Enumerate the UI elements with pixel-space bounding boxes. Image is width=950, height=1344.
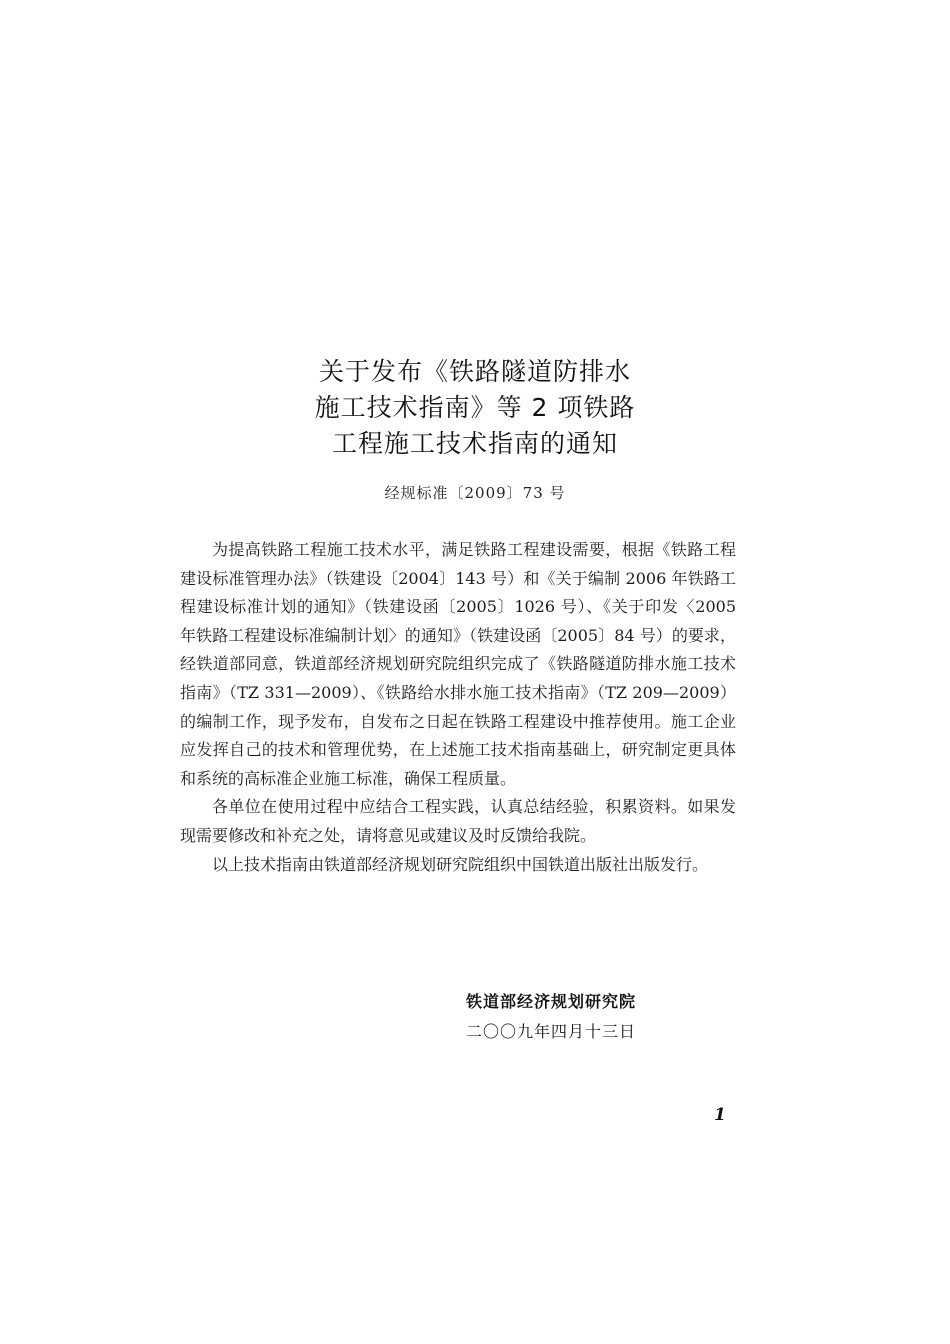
notice-body — [180, 536, 736, 879]
title-line-1: 关于发布《铁路隧道防排水 — [318, 357, 631, 386]
body-paragraph-3: 以上技术指南由铁道部经济规划研究院组织中国铁道出版社出版发行。 — [212, 854, 709, 874]
body-paragraph-2: 各单位在使用过程中应结合工程实践，认真总结经验，积累资料。如果发现需要修改和补充之处，请将意见或建议及时反馈给我院。 — [180, 797, 736, 845]
body-paragraph-1: 为提高铁路工程施工技术水平，满足铁路工程建设需要，根据《铁路工程建设标准管理办法》（铁建设〔2004〕143 号）和《关于编制 2006 年铁路工程建设标准计划的通知》（铁建设函〔2005〕1026 号）、《关于印发〈2005 年铁路工程建设标准编制计划〉的通知》（铁建设函〔2005〕84 号）的要求，经铁道部同意，铁道部经济规划研究院组织完成了《铁路隧道防排水施工技术指南》（TZ 331—2009）、《铁路给水排水施工技术指南》（TZ 209—2009）的编制工作，现予发布，自发布之日起在铁路工程建设中推荐使用。施工企业应发挥自己的技术和管理优势，在上述施工技术指南基础上，研究制定更具体和系统的高标准企业施工标准，确保工程质量。 — [180, 540, 736, 788]
signature-date: 二〇〇九年四月十三日 — [466, 1022, 637, 1041]
page-number: 1 — [714, 1105, 726, 1125]
title-line-2: 施工技术指南》等 2 项铁路 — [314, 393, 636, 422]
document-number: 经规标准〔2009〕73 号 — [384, 484, 566, 502]
signature-organization: 铁道部经济规划研究院 — [466, 992, 637, 1011]
notice-title — [180, 354, 770, 462]
title-line-3: 工程施工技术指南的通知 — [331, 429, 618, 458]
